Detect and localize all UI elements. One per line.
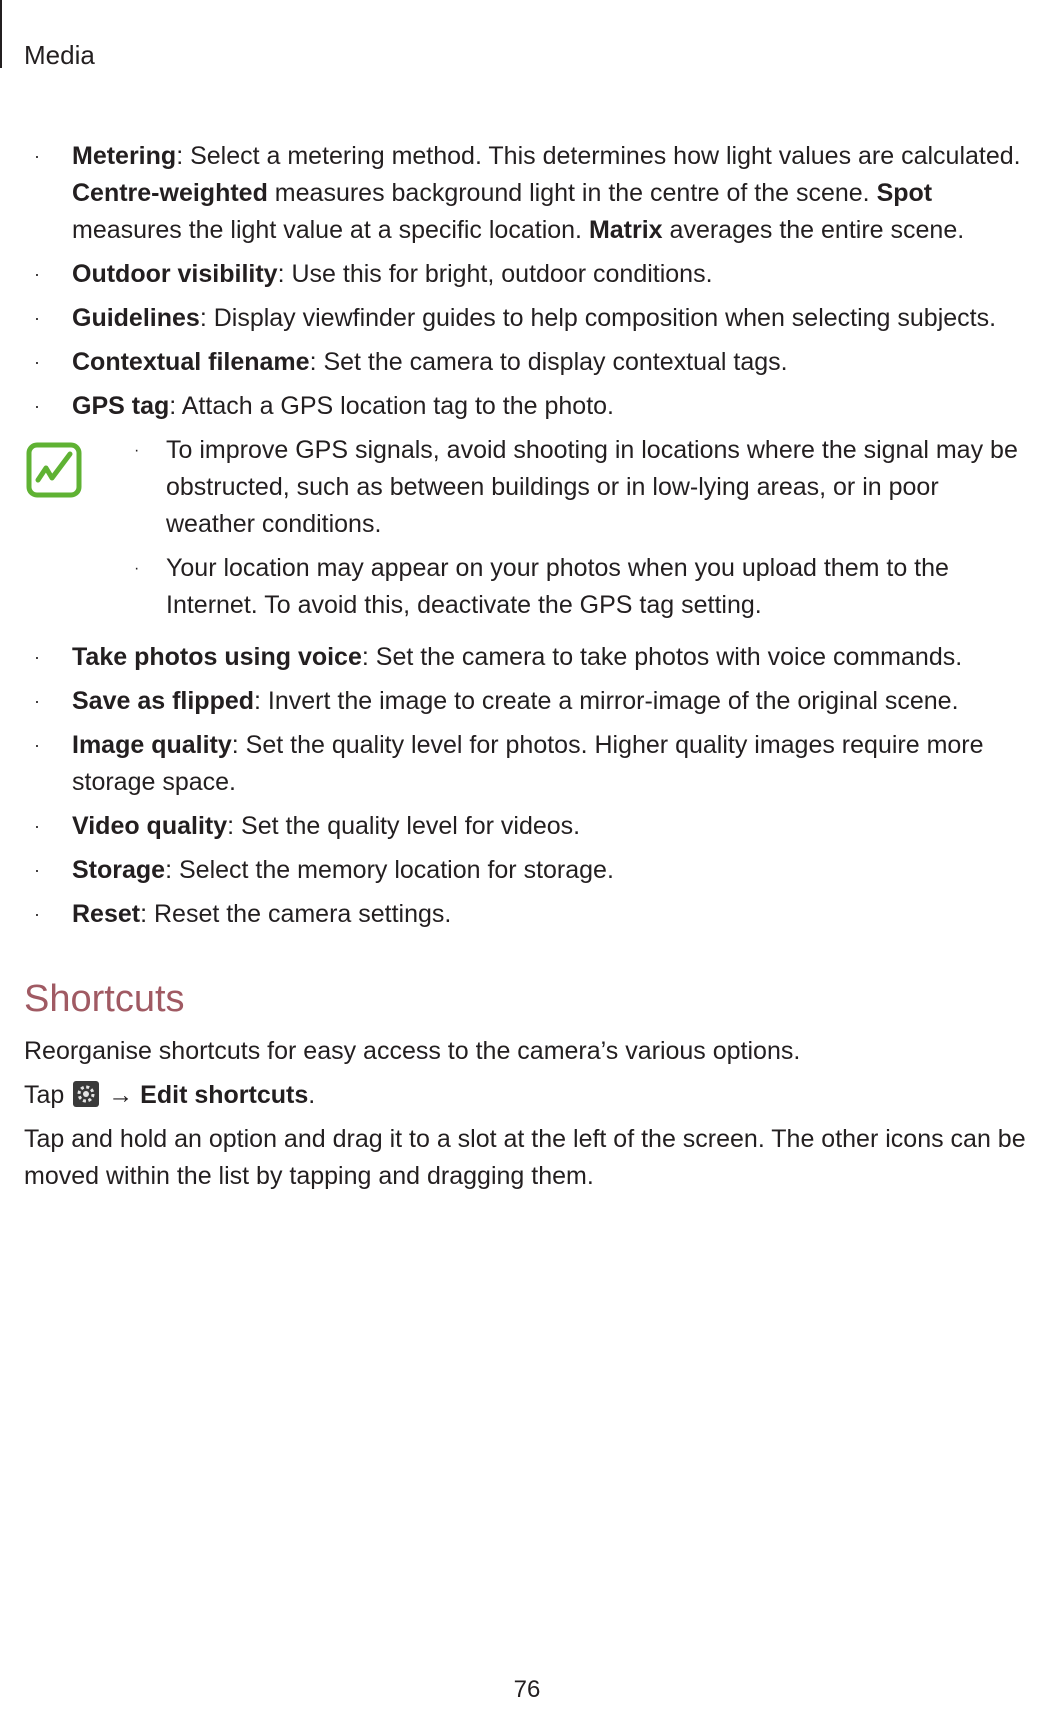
page-number: 76 [513, 1676, 541, 1703]
shortcuts-tap-instruction [24, 1077, 1034, 1114]
shortcuts-body: Tap and hold an option and drag it to a slot at the left of the screen. The other icons can be moved within the list by tapping and dragging them. [24, 1125, 1026, 1190]
settings-bullet-list-bottom [24, 639, 1034, 933]
setting-description: : Set the quality level for videos. [227, 812, 581, 840]
bullet-dot: · [134, 560, 140, 577]
settings-gear-icon [73, 1081, 99, 1107]
setting-description: : Set the camera to display contextual tags. [309, 348, 788, 376]
bullet-dot: · [34, 146, 40, 166]
arrow-glyph: → [108, 1081, 134, 1109]
setting-option-term: Matrix [588, 216, 663, 244]
setting-item [24, 683, 1034, 720]
setting-option-term: Spot [876, 179, 933, 207]
setting-description: measures the light value at a specific location. [72, 216, 589, 244]
edit-shortcuts-label: Edit shortcuts [140, 1081, 309, 1109]
bullet-dot: · [34, 860, 40, 880]
setting-description: : Attach a GPS location tag to the photo. [169, 392, 614, 420]
bullet-dot: · [34, 735, 40, 755]
setting-term: Video quality [72, 812, 228, 840]
page-edge-line [0, 0, 2, 68]
bullet-dot: · [34, 396, 40, 416]
bullet-dot: · [34, 308, 40, 328]
setting-item [24, 388, 1034, 425]
setting-item [24, 256, 1034, 293]
setting-term: Outdoor visibility [72, 260, 278, 288]
setting-description: : Set the quality level for photos. Higher quality images require more storage space. [72, 731, 984, 796]
setting-item [24, 300, 1034, 337]
page-content [24, 138, 1034, 1202]
bullet-dot: · [34, 904, 40, 924]
shortcuts-heading: Shortcuts [24, 978, 185, 1020]
setting-description: measures background light in the centre of the scene. [267, 179, 877, 207]
setting-description: : Select a metering method. This determines how light values are calculated. [176, 142, 1021, 170]
setting-term: Reset [72, 900, 141, 928]
bullet-dot: · [34, 264, 40, 284]
shortcuts-intro: Reorganise shortcuts for easy access to the camera’s various options. [24, 1037, 801, 1065]
setting-item [24, 852, 1034, 889]
setting-item [24, 808, 1034, 845]
setting-item [24, 896, 1034, 933]
bullet-dot: · [34, 352, 40, 372]
setting-item [24, 639, 1034, 676]
note-list [134, 432, 1034, 624]
setting-term: Save as flipped [72, 687, 255, 715]
setting-term: Take photos using voice [72, 643, 362, 671]
bullet-dot: · [34, 691, 40, 711]
page-header-section: Media [24, 40, 95, 70]
setting-option-term: Centre-weighted [72, 179, 268, 207]
setting-term: Contextual filename [72, 348, 310, 376]
bullet-dot: · [134, 442, 140, 459]
note-text: Your location may appear on your photos when you upload them to the Internet. To avoid this, deactivate the GPS tag setting. [166, 554, 949, 619]
note-text: To improve GPS signals, avoid shooting in locations where the signal may be obstructed, such as between buildings or in low-lying areas, or in poor weather conditions. [166, 436, 1018, 538]
setting-item [24, 727, 1034, 801]
setting-description: : Invert the image to create a mirror-image of the original scene. [254, 687, 959, 715]
note-item [134, 550, 1034, 624]
bullet-dot: · [34, 816, 40, 836]
tap-prefix: Tap [24, 1081, 65, 1109]
setting-description: : Display viewfinder guides to help composition when selecting subjects. [199, 304, 997, 332]
setting-description: : Use this for bright, outdoor conditions. [277, 260, 713, 288]
setting-description: : Reset the camera settings. [140, 900, 452, 928]
setting-item [24, 344, 1034, 381]
setting-term: Image quality [72, 731, 232, 759]
setting-term: Storage [72, 856, 166, 884]
note-item [134, 432, 1034, 543]
setting-item [24, 138, 1034, 249]
setting-term: Metering [72, 142, 177, 170]
setting-term: GPS tag [72, 392, 170, 420]
note-box [24, 432, 1034, 624]
setting-term: Guidelines [72, 304, 200, 332]
note-check-icon [26, 442, 82, 498]
setting-description: averages the entire scene. [662, 216, 965, 244]
setting-description: : Set the camera to take photos with voice commands. [361, 643, 963, 671]
bullet-dot: · [34, 647, 40, 667]
settings-bullet-list-top [24, 138, 1034, 425]
tap-suffix: . [308, 1081, 316, 1109]
setting-description: : Select the memory location for storage. [165, 856, 614, 884]
